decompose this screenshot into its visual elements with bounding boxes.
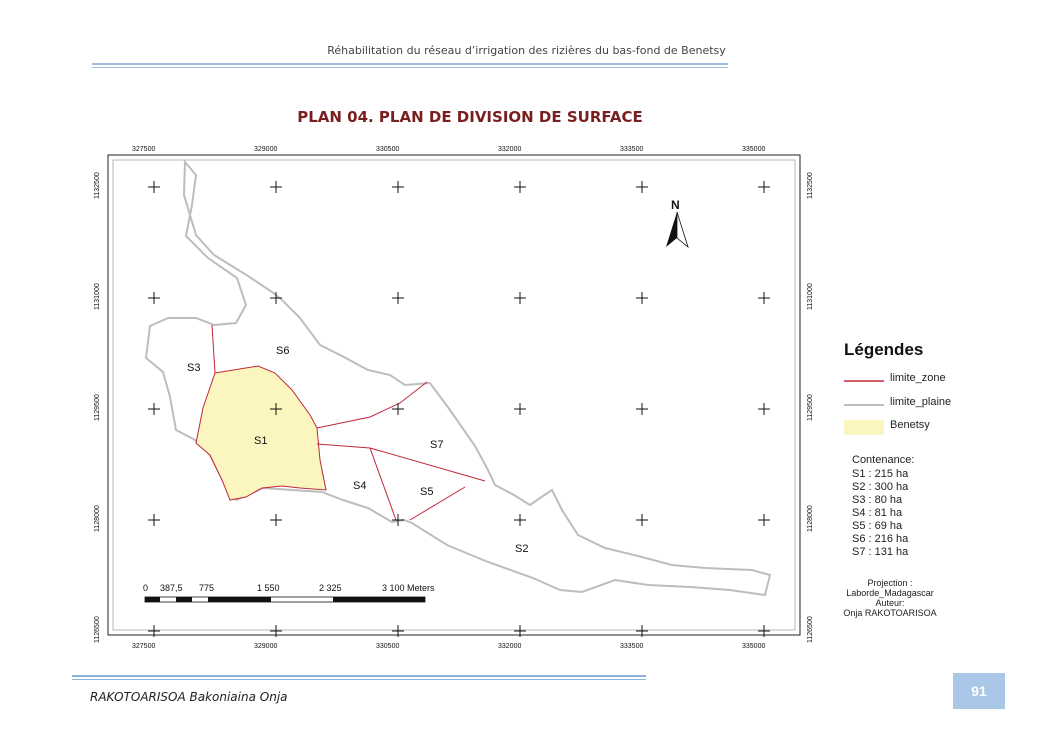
contenance-item: S5 : 69 ha xyxy=(852,520,903,532)
contenance-item: S3 : 80 ha xyxy=(852,494,903,506)
y-tick-label: 1132500 xyxy=(94,172,101,199)
page-number: 91 xyxy=(953,673,1005,709)
zone-label-s1: S1 xyxy=(254,435,268,447)
gray-line-icon xyxy=(844,402,884,408)
x-tick-label: 332000 xyxy=(498,643,522,650)
contenance-item: S4 : 81 ha xyxy=(852,507,903,519)
zone-label-s3: S3 xyxy=(187,362,201,374)
projection-info xyxy=(836,578,944,618)
yellow-fill-icon xyxy=(844,420,884,436)
contenance-item: S6 : 216 ha xyxy=(852,533,909,545)
contenance-item: S2 : 300 ha xyxy=(852,481,909,493)
red-line-icon xyxy=(844,378,884,384)
x-tick-label: 332000 xyxy=(498,146,522,153)
x-tick-label: 335000 xyxy=(742,146,766,153)
x-tick-label: 327500 xyxy=(132,643,156,650)
scale-label-2: 775 xyxy=(199,583,215,593)
projection-line: Projection : xyxy=(867,578,913,588)
x-tick-label: 333500 xyxy=(620,643,644,650)
x-tick-label: 330500 xyxy=(376,643,400,650)
contenance-title: Contenance: xyxy=(852,454,915,466)
y-tick-label: 1126500 xyxy=(807,616,814,643)
footer-author: RAKOTOARISOA Bakoniaina Onja xyxy=(90,690,288,704)
scale-bar xyxy=(143,583,435,602)
projection-line: Laborde_Madagascar xyxy=(846,588,934,598)
y-tick-label: 1132500 xyxy=(807,172,814,199)
contenance-item: S1 : 215 ha xyxy=(852,468,909,480)
document-header-title: Réhabilitation du réseau d’irrigation des rizières du bas-fond de Benetsy xyxy=(327,44,726,57)
map-title: PLAN 04. PLAN DE DIVISION DE SURFACE xyxy=(297,108,643,126)
y-tick-label: 1128000 xyxy=(807,505,814,532)
projection-line: Onja RAKOTOARISOA xyxy=(843,608,937,618)
zone-label-s4: S4 xyxy=(353,480,367,492)
zone-label-s7: S7 xyxy=(430,439,444,451)
y-tick-label: 1131000 xyxy=(94,283,101,310)
zone-label-s2: S2 xyxy=(515,543,529,555)
y-tick-label: 1129500 xyxy=(807,394,814,421)
north-label: N xyxy=(671,198,680,212)
x-tick-label: 335000 xyxy=(742,643,766,650)
legend-label-limite-zone: limite_zone xyxy=(890,372,946,384)
legend-title: Légendes xyxy=(844,340,924,359)
contenance-item: S7 : 131 ha xyxy=(852,546,909,558)
projection-line: Auteur: xyxy=(875,598,905,608)
scale-label-4: 2 325 xyxy=(319,583,342,593)
y-tick-label: 1129500 xyxy=(94,394,101,421)
x-tick-label: 333500 xyxy=(620,146,644,153)
x-tick-label: 330500 xyxy=(376,146,400,153)
x-tick-label: 327500 xyxy=(132,146,156,153)
x-tick-label: 329000 xyxy=(254,643,278,650)
footer-rule xyxy=(72,675,646,677)
scale-label-1: 387,5 xyxy=(160,583,183,593)
y-tick-label: 1126500 xyxy=(94,616,101,643)
y-tick-label: 1131000 xyxy=(807,283,814,310)
y-tick-label: 1128000 xyxy=(94,505,101,532)
scale-label-3: 1 550 xyxy=(257,583,280,593)
zone-label-s5: S5 xyxy=(420,486,434,498)
scale-label-5: 3 100 Meters xyxy=(382,583,435,593)
north-arrow-icon xyxy=(666,198,688,247)
scale-label-0: 0 xyxy=(143,583,149,593)
legend-label-limite-plaine: limite_plaine xyxy=(890,396,952,408)
footer-rule-thin xyxy=(72,679,646,680)
zone-label-s6: S6 xyxy=(276,345,290,357)
x-tick-label: 329000 xyxy=(254,146,278,153)
legend-label-benetsy: Benetsy xyxy=(890,419,930,431)
